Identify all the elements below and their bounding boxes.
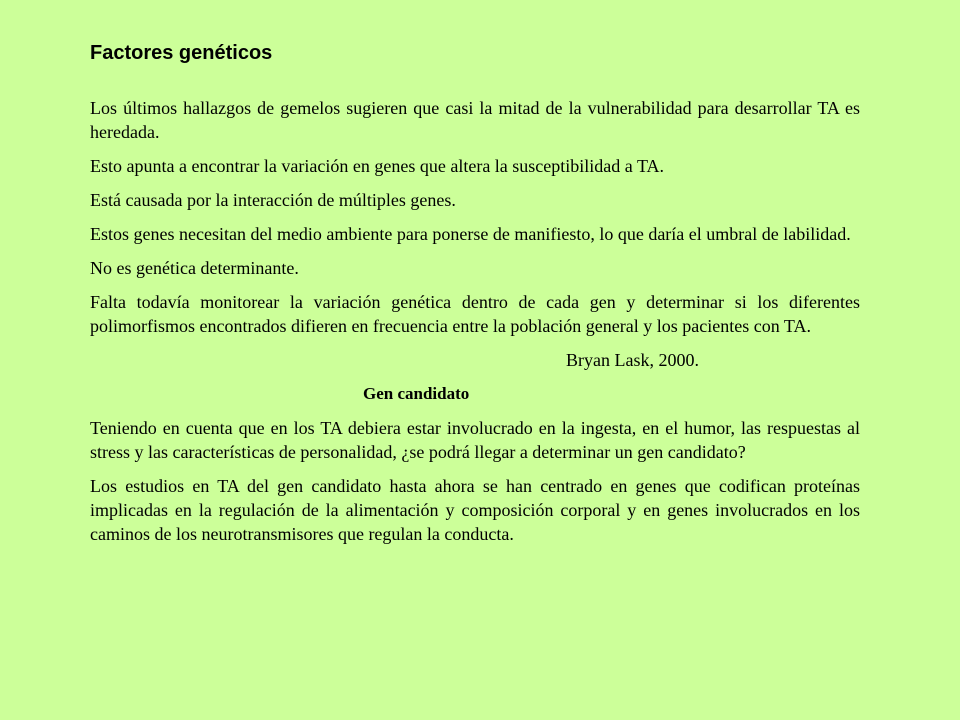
paragraph-candidate-gene-question: Teniendo en cuenta que en los TA debiera estar involucrado en la ingesta, en el humor, las respuestas al stress y las características de personalidad, ¿se podrá llegar a determinar un gen candidato?	[90, 418, 860, 462]
slide	[90, 0, 860, 720]
paragraph-gene-variation: Esto apunta a encontrar la variación en genes que altera la susceptibilidad a TA.	[90, 156, 664, 176]
paragraph-twin-findings: Los últimos hallazgos de gemelos sugieren que casi la mitad de la vulnerabilidad para desarrollar TA es heredada.	[90, 98, 860, 142]
attribution: Bryan Lask, 2000.	[566, 350, 699, 370]
paragraph-monitoring: Falta todavía monitorear la variación genética dentro de cada gen y determinar si los diferentes polimorfismos encontrados difieren en frecuencia entre la población general y los pacientes con TA.	[90, 292, 860, 336]
slide-title: Factores genéticos	[90, 42, 273, 64]
paragraph-not-deterministic: No es genética determinante.	[90, 258, 299, 278]
paragraph-multiple-genes: Está causada por la interacción de múltiples genes.	[90, 190, 456, 210]
paragraph-environment: Estos genes necesitan del medio ambiente para ponerse de manifiesto, lo que daría el umbral de labilidad.	[90, 224, 851, 244]
section-subheading: Gen candidato	[363, 384, 470, 403]
slide-body	[90, 96, 860, 556]
paragraph-candidate-gene-studies: Los estudios en TA del gen candidato hasta ahora se han centrado en genes que codifican proteínas implicadas en la regulación de la alimentación y composición corporal y en genes involucrados en los caminos de los neurotransmisores que regulan la conducta.	[90, 476, 860, 544]
